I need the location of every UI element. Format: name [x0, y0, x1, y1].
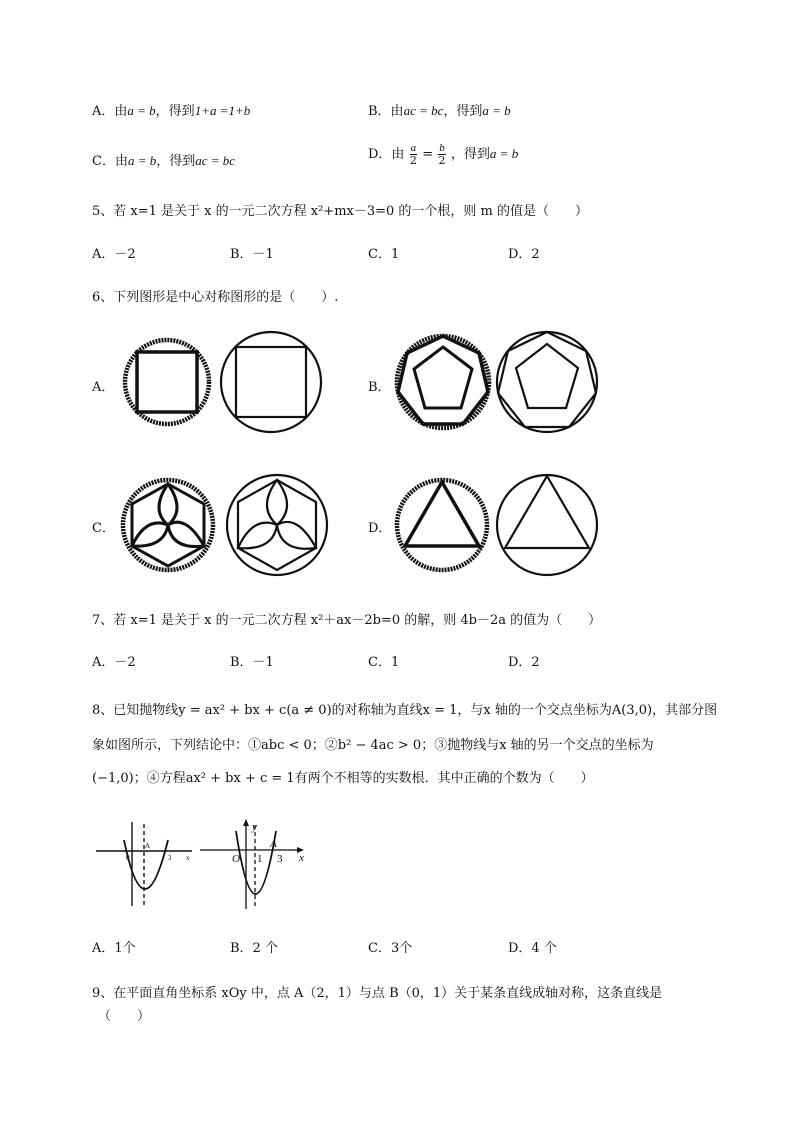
svg-text:A: A: [270, 838, 277, 850]
q6-label-a: A．: [92, 380, 115, 395]
q6-label-c: C．: [92, 521, 115, 536]
q6-label-d: D．: [368, 521, 392, 536]
q4-option-a: A．由a = b，得到1+a =1+b: [92, 103, 251, 119]
svg-text:A: A: [145, 842, 151, 850]
q8-option-b: B．2 个: [230, 941, 278, 956]
q8-option-a: A．1个: [92, 941, 136, 956]
q7-option-a: A．－2: [92, 655, 136, 670]
q5-option-d: D．2: [508, 247, 540, 262]
q5-option-b: B．－1: [230, 247, 274, 262]
q5-option-a: A．－2: [92, 247, 136, 262]
figure-c-circle-petals: [120, 470, 330, 580]
q4-option-c: C．由a = b，得到ac = bc: [92, 153, 236, 169]
q4-option-d: D．由 $\frac{a}{2}$ = $\frac{b}{2}$ ，得到a = b: [368, 142, 519, 167]
svg-text:3: 3: [277, 853, 283, 865]
q6-text: 6、下列图形是中心对称图形的是（ ）.: [92, 290, 339, 305]
figure-d-circle-triangle: [394, 470, 604, 580]
q5-option-c: C．1: [368, 247, 400, 262]
svg-text:0: 0: [126, 854, 130, 862]
svg-text:y: y: [252, 821, 257, 833]
q7-text: 7、若 x=1 是关于 x 的一元二次方程 x²＋ax－2b=0 的解，则 4b－2a 的值为（ ）: [92, 613, 602, 628]
fraction-a-over-2: $\frac{a}{2}$: [409, 142, 417, 167]
svg-text:3: 3: [168, 854, 172, 862]
q8-option-c: C．3个: [368, 941, 413, 956]
svg-text:x: x: [186, 854, 190, 862]
svg-text:1: 1: [257, 853, 263, 865]
figure-a-circle-square: [120, 330, 320, 440]
q7-option-d: D．2: [508, 655, 540, 670]
q8-line-2: 象如图所示，下列结论中：①abc < 0；②b² − 4ac > 0；③抛物线与x 轴的另一个交点的坐标为: [92, 738, 654, 753]
q9-line-1: 9、在平面直角坐标系 xOy 中，点 A（2，1）与点 B（0，1）关于某条直线成轴对称，这条直线是: [92, 986, 663, 1001]
figure-b-circle-heptagon: [392, 330, 607, 440]
q9-line-2: （ ）: [98, 1009, 151, 1024]
q8-line-1: 8、已知抛物线y = ax² + bx + c(a ≠ 0)的对称轴为直线x = 1，与x 轴的一个交点坐标为A(3,0)，其部分图: [92, 703, 718, 718]
q6-label-b: B．: [368, 380, 391, 395]
q8-line-3: (−1,0)；④方程ax² + bx + c = 1有两个不相等的实数根．其中正确的个数为（ ）: [92, 771, 594, 786]
q5-text: 5、若 x=1 是关于 x 的一元二次方程 x²+mx－3=0 的一个根，则 m 的值是（ ）: [92, 204, 589, 219]
q7-option-c: C．1: [368, 655, 400, 670]
q8-graph-parabola: [200, 817, 310, 912]
svg-text:O: O: [232, 853, 240, 865]
q7-option-b: B．－1: [230, 655, 274, 670]
fraction-b-over-2: $\frac{b}{2}$: [438, 142, 446, 167]
q8-option-d: D．4 个: [508, 941, 557, 956]
svg-text:x: x: [299, 852, 304, 864]
q8-graph-small: [96, 822, 196, 912]
q4-option-b: B．由ac = bc，得到a = b: [368, 103, 511, 119]
